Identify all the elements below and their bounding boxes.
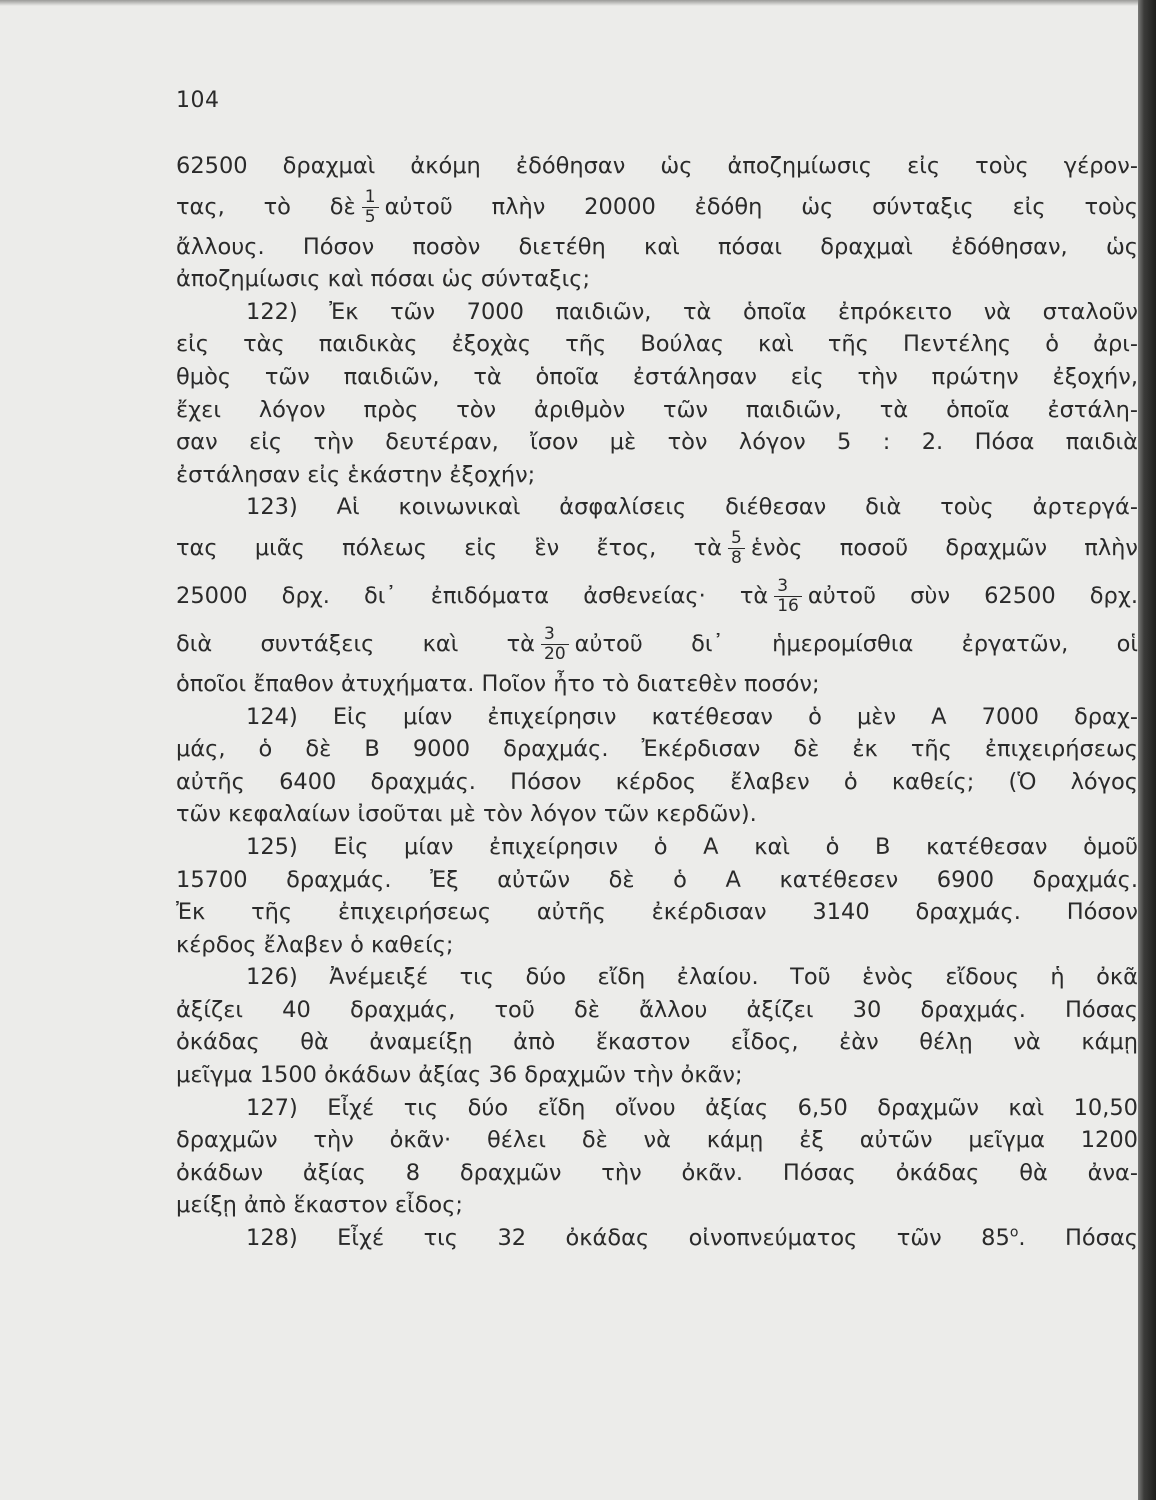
text-line: ἀποζημίωσις καὶ πόσαι ὡς σύνταξις; — [176, 266, 591, 293]
text-line: μείξῃ ἀπὸ ἕκαστον εἶδος; — [176, 1192, 463, 1219]
text-line-with-fraction: διὰ συντάξεις καὶ τὰ $\frac{3}{20}$ αὐτοῦ δι᾽ ἡμερομίσθια ἐργατῶν, οἱ — [176, 623, 1138, 664]
text-line: ἄλλους. Πόσον ποσὸν διετέθη καὶ πόσαι δραχμαὶ ἐδόθησαν, ὡς — [176, 233, 1138, 260]
fraction-numerator: 5 — [730, 527, 742, 548]
text-line: ὀκάδας θὰ ἀναμείξῃ ἀπὸ ἕκαστον εἶδος, ἐὰν θέλῃ νὰ κάμῃ — [176, 1029, 1138, 1056]
problem-122-start: 122) Ἐκ τῶν 7000 παιδιῶν, τὰ ὁποῖα ἐπρόκειτο νὰ σταλοῦν — [246, 298, 1138, 325]
fraction — [728, 529, 745, 568]
fraction-denominator: 8 — [728, 548, 745, 568]
text-line: ἀξίζει 40 δραχμάς, τοῦ δὲ ἄλλου ἀξίζει 30 δραχμάς. Πόσας — [176, 996, 1138, 1023]
text-line: αὐτῆς 6400 δραχμάς. Πόσον κέρδος ἔλαβεν ὁ καθείς; (Ὁ λόγος — [176, 768, 1138, 795]
scan-right-edge — [1138, 0, 1156, 1500]
text-line: μάς, ὁ δὲ Β 9000 δραχμάς. Ἐκέρδισαν δὲ ἐκ τῆς ἐπιχειρήσεως — [176, 736, 1138, 763]
problem-126-start: 126) Ἀνέμειξέ τις δύο εἴδη ἐλαίου. Τοῦ ἑνὸς εἴδους ἡ ὀκᾶ — [246, 964, 1138, 991]
fraction — [774, 577, 802, 616]
problem-124-start: 124) Εἰς μίαν ἐπιχείρησιν κατέθεσαν ὁ μὲν Α 7000 δραχ- — [246, 703, 1138, 730]
text-line-with-fraction: 25000 δρχ. δι᾽ ἐπιδόματα ἀσθενείας· τὰ $\frac{3}{16}$ αὐτοῦ σὺν 62500 δρχ. — [176, 575, 1138, 616]
text-line: Ἐκ τῆς ἐπιχειρήσεως αὐτῆς ἐκέρδισαν 3140 δραχμάς. Πόσον — [176, 899, 1138, 926]
text-line: ὁποῖοι ἔπαθον ἀτυχήματα. Ποῖον ἦτο τὸ διατεθὲν ποσόν; — [176, 670, 820, 697]
fraction-numerator: 3 — [544, 623, 555, 644]
fraction-denominator: 5 — [362, 207, 379, 227]
fraction-denominator: 16 — [774, 596, 802, 616]
fraction-denominator: 20 — [541, 644, 569, 664]
text-line: σαν εἰς τὴν δευτέραν, ἴσον μὲ τὸν λόγον 5 : 2. Πόσα παιδιὰ — [176, 429, 1138, 456]
text-line: δραχμῶν τὴν ὀκᾶν· θέλει δὲ νὰ κάμῃ ἐξ αὐτῶν μεῖγμα 1200 — [176, 1127, 1138, 1154]
text-line-with-fraction: τας μιᾶς πόλεως εἰς ἓν ἔτος, τὰ $\frac{5}{8}$ ἑνὸς ποσοῦ δραχμῶν πλὴν — [176, 527, 1138, 568]
problem-128-start: 128) Εἶχέ τις 32 ὀκάδας οἰνοπνεύματος τῶν $85^o$. Πόσας — [246, 1224, 1138, 1252]
problem-123-start: 123) Αἱ κοινωνικαὶ ἀσφαλίσεις διέθεσαν διὰ τοὺς ἀρτεργά- — [246, 494, 1138, 521]
degree-superscript: ο — [1009, 1224, 1019, 1241]
text-line: τῶν κεφαλαίων ἰσοῦται μὲ τὸν λόγον τῶν κερδῶν). — [176, 801, 757, 828]
problem-125-start: 125) Εἰς μίαν ἐπιχείρησιν ὁ Α καὶ ὁ Β κατέθεσαν ὁμοῦ — [246, 833, 1138, 860]
text-line: κέρδος ἔλαβεν ὁ καθείς; — [176, 931, 454, 958]
text-line: ἔχει λόγον πρὸς τὸν ἀριθμὸν τῶν παιδιῶν, τὰ ὁποῖα ἐστάλη- — [176, 396, 1138, 423]
text-line: 15700 δραχμάς. Ἐξ αὐτῶν δὲ ὁ Α κατέθεσεν 6900 δραχμάς. — [176, 866, 1138, 893]
text-line: ἐστάλησαν εἰς ἑκάστην ἐξοχήν; — [176, 461, 536, 488]
fraction-numerator: 1 — [364, 186, 376, 207]
problem-127-start: 127) Εἶχέ τις δύο εἴδη οἴνου ἀξίας 6,50 δραχμῶν καὶ 10,50 — [246, 1094, 1138, 1121]
text-line: 62500 δραχμαὶ ἀκόμη ἐδόθησαν ὡς ἀποζημίωσις εἰς τοὺς γέρον- — [176, 153, 1138, 179]
page-number: 104 — [176, 88, 220, 113]
text-line: ὀκάδων ἀξίας 8 δραχμῶν τὴν ὀκᾶν. Πόσας ὀκάδας θὰ ἀνα- — [176, 1159, 1138, 1186]
text-line-with-fraction: τας, τὸ δὲ $\frac{1}{5}$ αὐτοῦ πλὴν 20000 ἐδόθη ὡς σύνταξις εἰς τοὺς — [176, 186, 1139, 227]
text-line: θμὸς τῶν παιδιῶν, τὰ ὁποῖα ἐστάλησαν εἰς τὴν πρώτην ἐξοχήν, — [176, 363, 1138, 390]
fraction — [541, 625, 569, 664]
fraction — [362, 188, 379, 227]
scan-top-edge — [0, 0, 1156, 6]
page-text — [176, 150, 1138, 1255]
text-line: μεῖγμα 1500 ὀκάδων ἀξίας 36 δραχμῶν τὴν ὀκᾶν; — [176, 1062, 743, 1089]
text-line: εἰς τὰς παιδικὰς ἐξοχὰς τῆς Βούλας καὶ τῆς Πεντέλης ὁ ἀρι- — [176, 331, 1138, 358]
fraction-numerator: 3 — [777, 575, 789, 596]
